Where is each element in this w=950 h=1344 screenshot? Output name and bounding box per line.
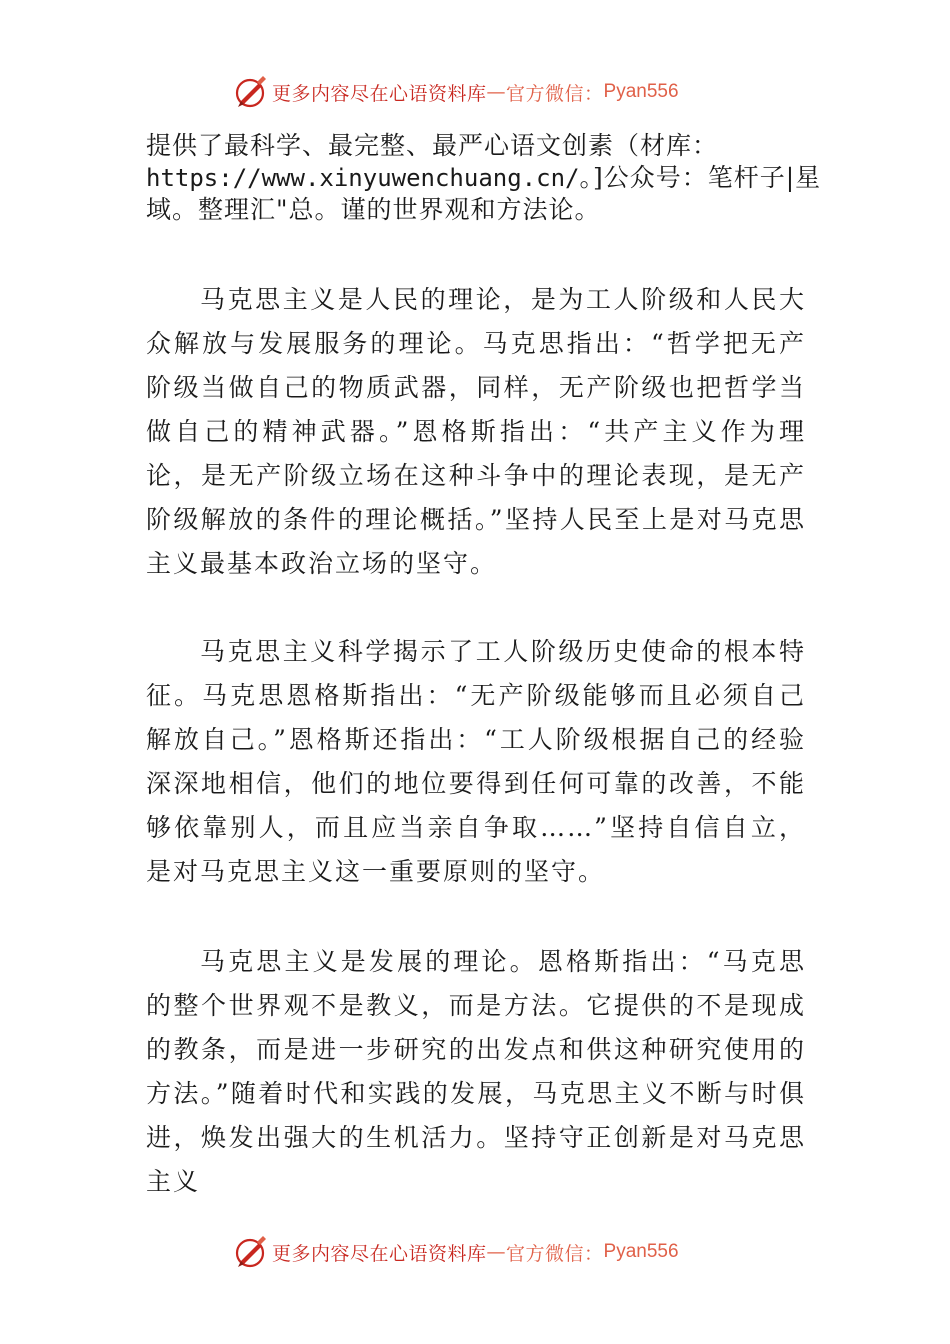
footer-wechat-label: 官方微信： (506, 1242, 604, 1265)
intro-line-1: 提供了最科学、最完整、最严心语文创素（材库： (146, 131, 719, 160)
intro-line-2-rest: 。]公众号：笔杆子|星 (579, 163, 822, 192)
intro-line-3: 域。整理汇"总。谨的世界观和方法论。 (146, 195, 601, 224)
banner-brand: 更多内容尽在心语资料库 (272, 82, 487, 105)
body-paragraph-2: 马克思主义科学揭示了工人阶级历史使命的根本特征。马克思恩格斯指出：“无产阶级能够而且必须自己解放自己。”恩格斯还指出：“工人阶级根据自己的经验深深地相信，他们的地位要得到任何可靠的改善，不能够依靠别人，而且应当亲自争取……”坚持自信自立，是对马克思主义这一重要原则的坚守。 (146, 637, 806, 886)
banner-wechat-handle: Pyan556 (603, 81, 679, 102)
body-paragraph-1: 马克思主义是人民的理论，是为工人阶级和人民大众解放与发展服务的理论。马克思指出：“哲学把无产阶级当做自己的物质武器，同样，无产阶级也把哲学当做自己的精神武器。”恩格斯指出：“共产主义作为理论，是无产阶级立场在这种斗争中的理论表现，是无产阶级解放的条件的理论概括。”坚持人民至上是对马克思主义最基本政治立场的坚守。 (146, 285, 806, 578)
footer-dash: — (486, 1241, 507, 1263)
header-banner (232, 72, 679, 112)
pen-logo-icon (232, 74, 268, 110)
pen-logo-icon (232, 1234, 268, 1270)
intro-url-link[interactable]: https://www.xinyuwenchuang.cn/ (146, 164, 580, 192)
footer-brand: 更多内容尽在心语资料库 (272, 1242, 487, 1265)
body-paragraph-3: 马克思主义是发展的理论。恩格斯指出：“马克思的整个世界观不是教义，而是方法。它提供的不是现成的教条，而是进一步研究的出发点和供这种研究使用的方法。”随着时代和实践的发展，马克思主义不断与时俱进，焕发出强大的生机活力。坚持守正创新是对马克思主义 (146, 947, 806, 1196)
footer-wechat-handle: Pyan556 (603, 1241, 679, 1262)
intro-line-2 (146, 162, 836, 194)
document-intro (146, 130, 836, 226)
banner-dash: — (486, 81, 507, 103)
banner-wechat-label: 官方微信： (506, 82, 604, 105)
footer-banner (232, 1232, 679, 1272)
